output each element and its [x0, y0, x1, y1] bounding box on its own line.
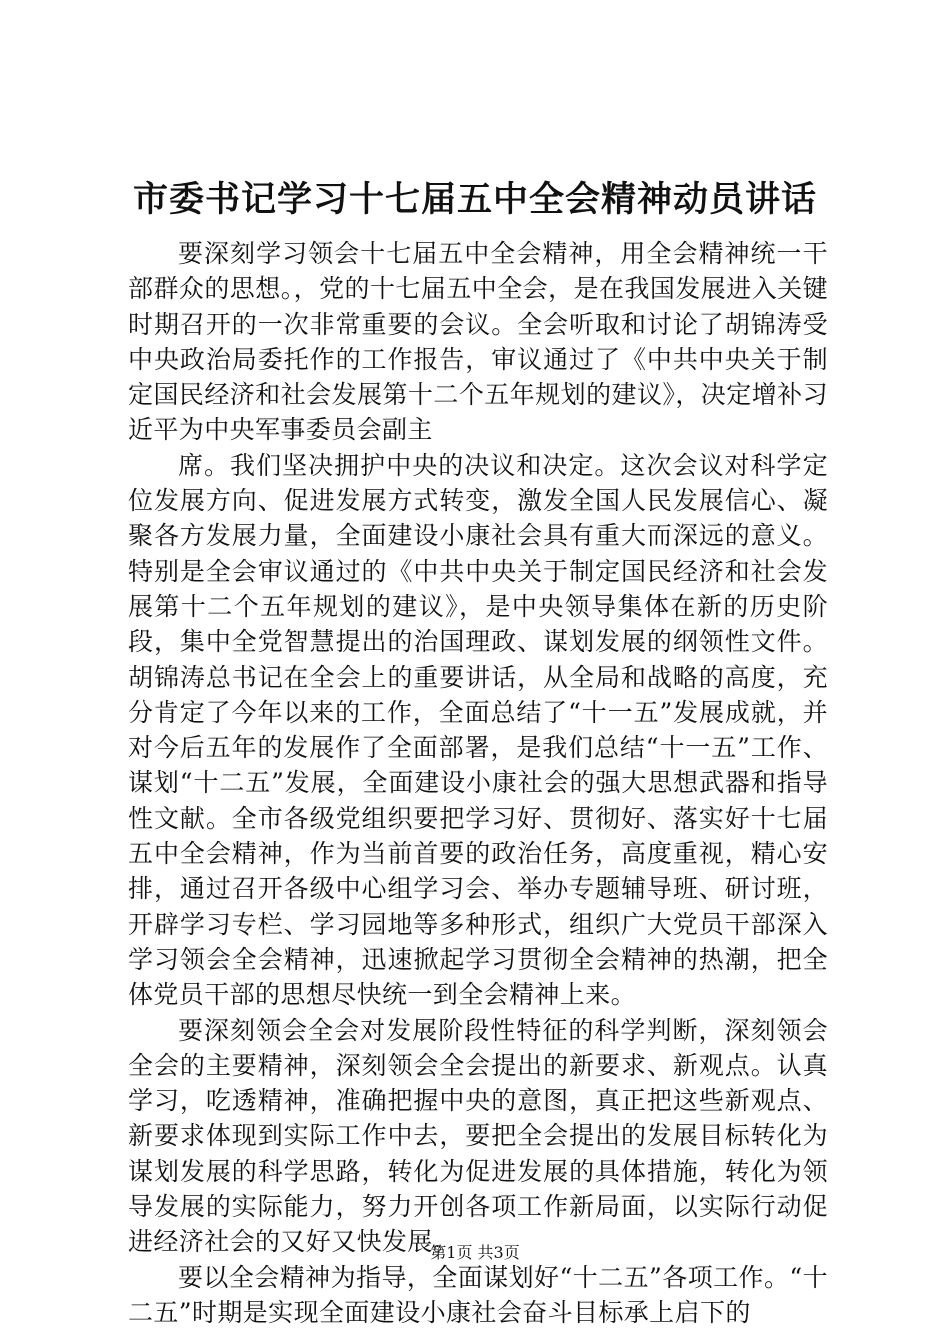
document-title: 市委书记学习十七届五中全会精神动员讲话: [132, 179, 817, 220]
paragraph-2: 席。我们坚决拥护中央的决议和决定。这次会议对科学定位发展方向、促进发展方式转变，激发全国人民发展信心、凝聚各方发展力量，全面建设小康社会具有重大而深远的意义。特别是全会审议通过的《中共中央关于制定国民经济和社会发展第十二个五年规划的建议》，是中央领导集体在新的历史阶段，集中全党智慧提出的治国理政、谋划发展的纲领性文件。胡锦涛总书记在全会上的重要讲话，从全局和战略的高度，充分肯定了今年以来的工作，全面总结了“十一五”发展成就，并对今后五年的发展作了全面部署，是我们总结“十一五”工作、谋划“十二五”发展，全面建设小康社会的强大思想武器和指导性文献。全市各级党组织要把学习好、贯彻好、落实好十七届五中全会精神，作为当前首要的政治任务，高度重视，精心安排，通过召开各级中心组学习会、举办专题辅导班、研讨班，开辟学习专栏、学习园地等多种形式，组织广大党员干部深入学习领会全会精神，迅速掀起学习贯彻全会精神的热潮，把全体党员干部的思想尽快统一到全会精神上来。: [128, 450, 828, 1010]
paragraph-3: 要深刻领会全会对发展阶段性特征的科学判断，深刻领会全会的主要精神，深刻领会全会提出的新要求、新观点。认真学习，吃透精神，准确把握中央的意图，真正把这些新观点、新要求体现到实际工作中去，要把全会提出的发展目标转化为谋划发展的科学思路，转化为促进发展的具体措施，转化为领导发展的实际能力，努力开创各项工作新局面，以实际行动促进经济社会的又好又快发展。: [128, 1015, 828, 1257]
page-footer: 第1页 共3页: [430, 1243, 520, 1262]
paragraph-1: 要深刻学习领会十七届五中全会精神，用全会精神统一干部群众的思想。，党的十七届五中全会，是在我国发展进入关键时期召开的一次非常重要的会议。全会听取和讨论了胡锦涛受中央政治局委托作的工作报告，审议通过了《中共中央关于制定国民经济和社会发展第十二个五年规划的建议》，决定增补习近平为中央军事委员会副主: [128, 239, 828, 445]
document-body: [128, 236, 828, 1330]
paragraph-4: 要以全会精神为指导，全面谋划好“十二五”各项工作。“十二五”时期是实现全面建设小康社会奋斗目标承上启下的: [128, 1262, 828, 1327]
